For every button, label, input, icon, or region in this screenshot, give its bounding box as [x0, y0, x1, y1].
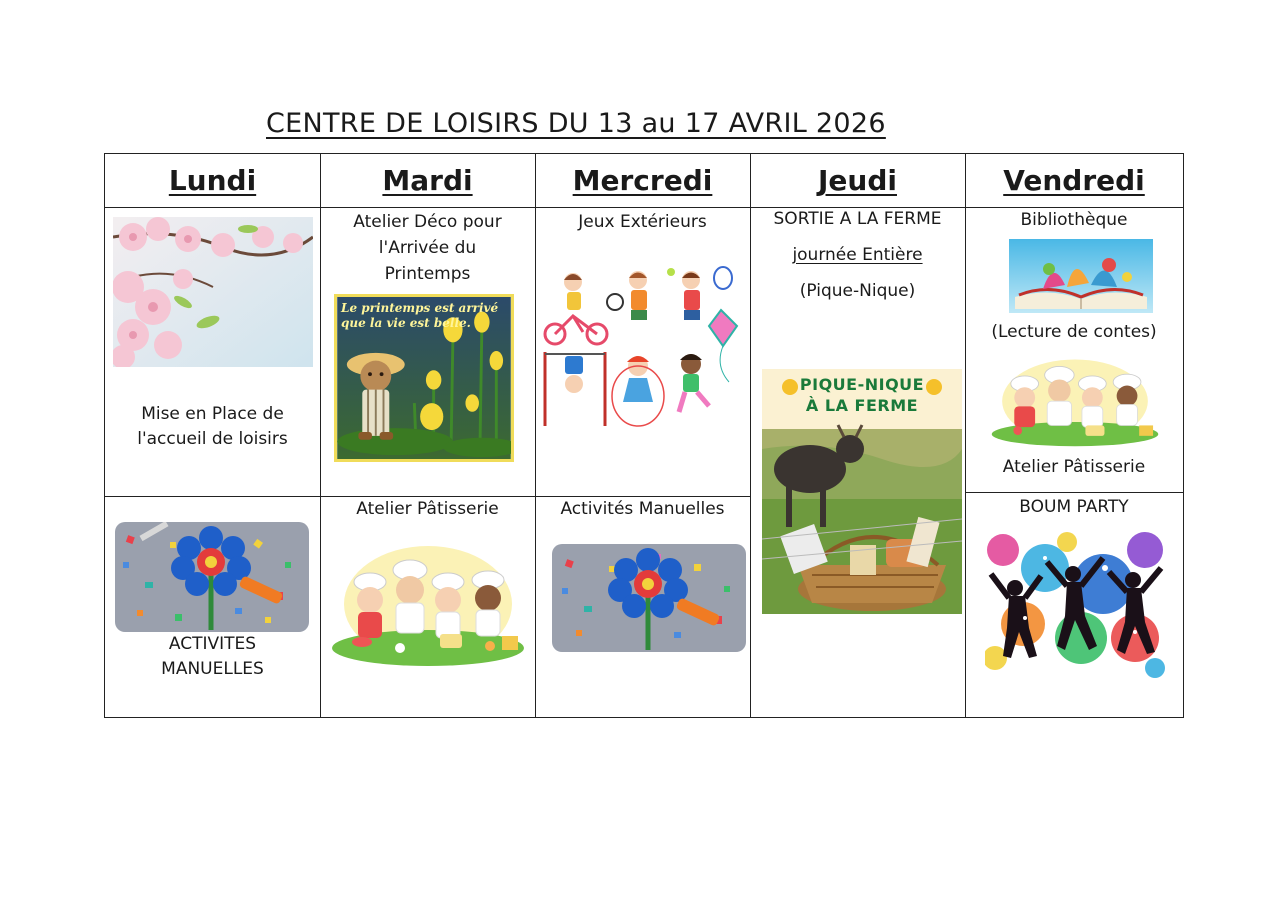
mercredi-morning-text: Jeux Extérieurs [578, 212, 707, 232]
schedule-table [104, 153, 1184, 718]
storybook-image [1009, 239, 1153, 313]
mardi-morning-text-line3: Printemps [384, 264, 471, 284]
poster-caption-line1: Le printemps est arrivé [341, 301, 499, 315]
jeudi-text-line1: SORTIE A LA FERME [773, 209, 942, 229]
spring-tulip-poster-image [334, 294, 514, 462]
picnic-farm-image [762, 369, 962, 614]
kids-pastry-chefs-image [330, 540, 526, 670]
day-header-lundi: Lundi [168, 163, 257, 197]
paper-flower-craft-image-2 [552, 544, 746, 652]
vendredi-morning-bottom-text: Atelier Pâtisserie [1002, 457, 1146, 477]
cherry-blossom-image [113, 217, 313, 367]
kids-pastry-chefs-image-2 [990, 356, 1160, 448]
lundi-afternoon-text-line1: ACTIVITES [168, 634, 257, 654]
day-header-vendredi: Vendredi [1003, 163, 1145, 197]
paper-flower-craft-image [115, 522, 309, 632]
vendredi-morning-top-text: Bibliothèque [1020, 210, 1128, 230]
day-header-mardi: Mardi [382, 163, 473, 197]
page-title: CENTRE DE LOISIRS DU 13 au 17 AVRIL 2026 [266, 108, 886, 139]
kids-outdoor-games-image [543, 266, 743, 432]
jeudi-text-line3: (Pique-Nique) [799, 281, 916, 301]
jeudi-text-line2: journée Entière [792, 245, 923, 265]
vendredi-morning-mid-text: (Lecture de contes) [991, 322, 1157, 342]
mardi-afternoon-text: Atelier Pâtisserie [356, 499, 499, 519]
boum-party-dancers-image [985, 528, 1167, 680]
mercredi-afternoon-text: Activités Manuelles [560, 499, 725, 519]
mardi-morning-text-line2: l'Arrivée du [378, 238, 477, 258]
picnic-banner-line1: PIQUE-NIQUE [799, 375, 925, 394]
vendredi-afternoon-text: BOUM PARTY [1019, 497, 1129, 517]
lundi-morning-text-line1: Mise en Place de [141, 404, 284, 424]
mardi-morning-text-line1: Atelier Déco pour [353, 212, 502, 232]
lundi-morning-text-line2: l'accueil de loisirs [137, 429, 288, 449]
lundi-afternoon-text-line2: MANUELLES [161, 659, 264, 679]
day-header-mercredi: Mercredi [572, 163, 713, 197]
day-header-jeudi: Jeudi [818, 163, 897, 197]
poster-caption-line2: que la vie est belle. [341, 316, 471, 330]
picnic-banner-line2: À LA FERME [805, 396, 919, 415]
